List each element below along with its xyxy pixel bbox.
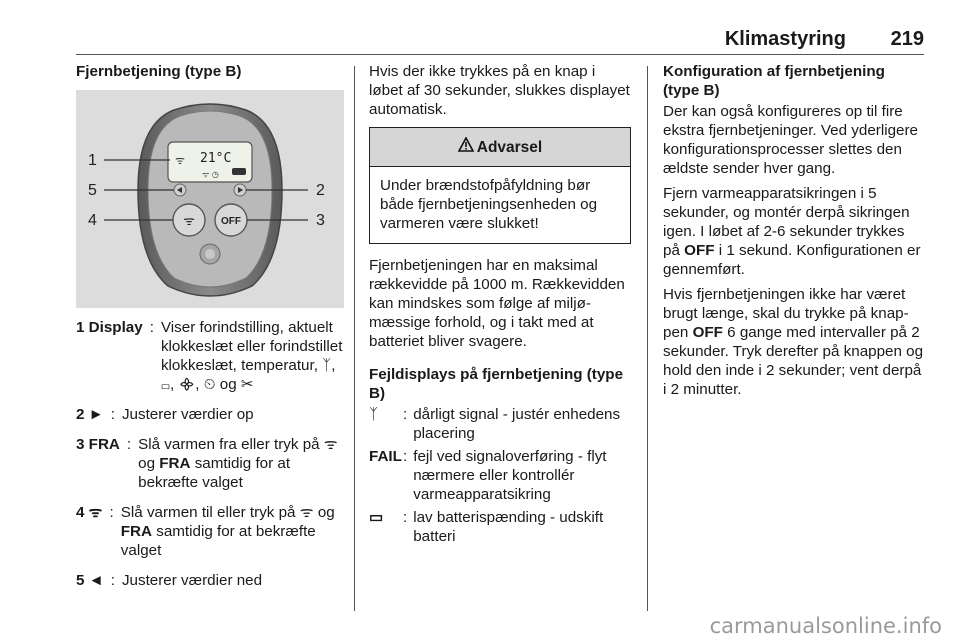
page-title: Klimastyring (724, 28, 846, 50)
text-fragment: Fjern varmeapparatsikringen i 5 sekunder, og montér derpå sikringen igen. I løbet af 2-6 sekunder trykkes på (663, 185, 910, 259)
definition-term: 1 Display (76, 319, 143, 336)
error-code: FAIL (369, 448, 402, 465)
definition-body (138, 435, 344, 492)
definition-body: Justerer værdier ned (121, 572, 263, 589)
callout-4: 4 (88, 212, 97, 229)
intro-paragraph: Hvis der ikke trykkes på en knap i løbet af 30 sekunder, slukkes displayet automatisk. (369, 63, 630, 118)
remote-heading: Fjernbetjening (type B) (76, 63, 242, 80)
config-heading: Konfiguration af fjernbetjening (type B) (663, 63, 885, 99)
column-divider (647, 66, 648, 611)
svg-text:ᯤ: ᯤ (175, 154, 186, 167)
text-fragment: i 1 sekund. Konfigurationen er gennemført. (663, 242, 921, 278)
heat-icon: ᯤ (183, 214, 195, 229)
config-paragraph-2 (663, 184, 925, 279)
definition-term: 2 ► (76, 406, 104, 423)
text-fragment: 6 gange med intervaller på 2 sekunder. Tryk derefter på knappen og hold den inde i 2 sekunder; vent derpå i 2 minutter. (663, 324, 924, 398)
battery-icon: ▭ (369, 509, 384, 526)
definition-body (121, 503, 344, 560)
bold-term: OFF (692, 324, 723, 341)
warning-box (369, 127, 631, 244)
definition-term: 3 FRA (76, 436, 120, 453)
display-temp: 21°C (200, 151, 232, 166)
error-item: FAIL : fejl ved signaloverføring - flyt nærmere eller kontrollér varmeapparatsikring (369, 447, 631, 504)
error-description: lav batterispænding - udskift batteri (413, 509, 604, 545)
callout-3: 3 (316, 212, 325, 229)
callout-2: 2 (316, 182, 325, 199)
text-fragment: Slå varmen fra eller tryk på (138, 436, 324, 453)
watermark: carmanualsonline.info (709, 614, 942, 638)
text-fragment: og (313, 504, 335, 521)
warning-text: Under brændstofpåfyldning bør både fjernbetjeningsenheden og varmeren være slukket! (380, 177, 598, 232)
bold-term: OFF (684, 242, 715, 259)
definition-term: 4 ᯤ (76, 504, 103, 521)
definition-item: 1 Display : Viser forindstilling, aktuelt klokkeslæt eller forindstillet klokkeslæt, temperatur, ᛉ, ▭, ᯽, ⏲ og ✂ (76, 319, 343, 393)
definition-term: 5 ◄ (76, 572, 104, 589)
definition-body: Viser forindstilling, aktuelt klokkeslæt eller forindstillet klokkeslæt, temperatur, ᛉ, ▭, ᯽, ⏲ og ✂ (160, 319, 343, 393)
warning-title: Advarsel (476, 138, 543, 156)
definition-item: 5 ◄ : Justerer værdier ned (76, 571, 344, 590)
svg-text:ᯤ ◷: ᯤ ◷ (202, 170, 219, 179)
error-description: fejl ved signaloverføring - flyt nærmere eller kontrollér varmeapparatsikring (413, 448, 607, 503)
errors-heading: Fejldisplays på fjernbetjening (type B) (369, 366, 624, 402)
range-paragraph: Fjernbetjeningen har en maksimal rækkevidde på 1000 m. Rækkevidden kan mindskes som følge af miljømæssige forhold, og i takt med at batteriet bliver svagere. (369, 257, 625, 350)
warning-icon (458, 137, 474, 157)
page-number: 219 (890, 28, 924, 50)
heat-icon: ᯤ (299, 504, 314, 521)
text-fragment: samtidig for at bekræfte valget (120, 523, 316, 559)
middle-column (369, 62, 631, 550)
error-item: ᛉ : dårligt signal - justér enhedens placering (369, 405, 631, 443)
text-fragment: samtidig for at bekræfte valget (138, 455, 291, 491)
definition-item: 2 ► : Justerer værdier op (76, 405, 344, 424)
page-header (76, 24, 924, 55)
definition-item: 4 ᯤ : Slå varmen til eller tryk på ᯤ og FRA samtidig for at bekræfte valget (76, 503, 344, 560)
error-item: ▭ : lav batterispænding - udskift batteri (369, 508, 631, 546)
definition-item: 3 FRA : Slå varmen fra eller tryk på ᯤ og FRA samtidig for at bekræfte valget (76, 435, 344, 492)
text-fragment: Slå varmen til eller tryk på (120, 504, 300, 521)
signal-icon: ᛉ (369, 406, 379, 423)
definition-body: Justerer værdier op (121, 406, 254, 423)
bold-term: FRA (159, 455, 191, 472)
off-label: OFF (221, 216, 241, 227)
remote-figure (76, 90, 344, 308)
config-paragraph-1: Der kan også konfigureres op til fire ekstra fjernbetjeninger. Ved yderligere konfigurationsprocesser slettes den ældste sender hver gang. (663, 103, 918, 177)
right-column (663, 62, 925, 405)
heat-icon: ᯤ (323, 436, 338, 453)
warning-header (370, 128, 630, 167)
column-divider (354, 66, 355, 611)
config-paragraph-3 (663, 285, 925, 399)
text-fragment: Hvis fjernbetjeningen ikke har været brugt længe, skal du trykke på knappen (663, 286, 909, 341)
callout-5: 5 (88, 182, 97, 199)
callout-1: 1 (88, 152, 97, 169)
text-fragment: og (138, 455, 160, 472)
bold-term: FRA (120, 523, 152, 540)
definition-list (76, 318, 344, 601)
left-column (76, 62, 344, 89)
error-description: dårligt signal - justér enhedens placering (413, 406, 621, 442)
